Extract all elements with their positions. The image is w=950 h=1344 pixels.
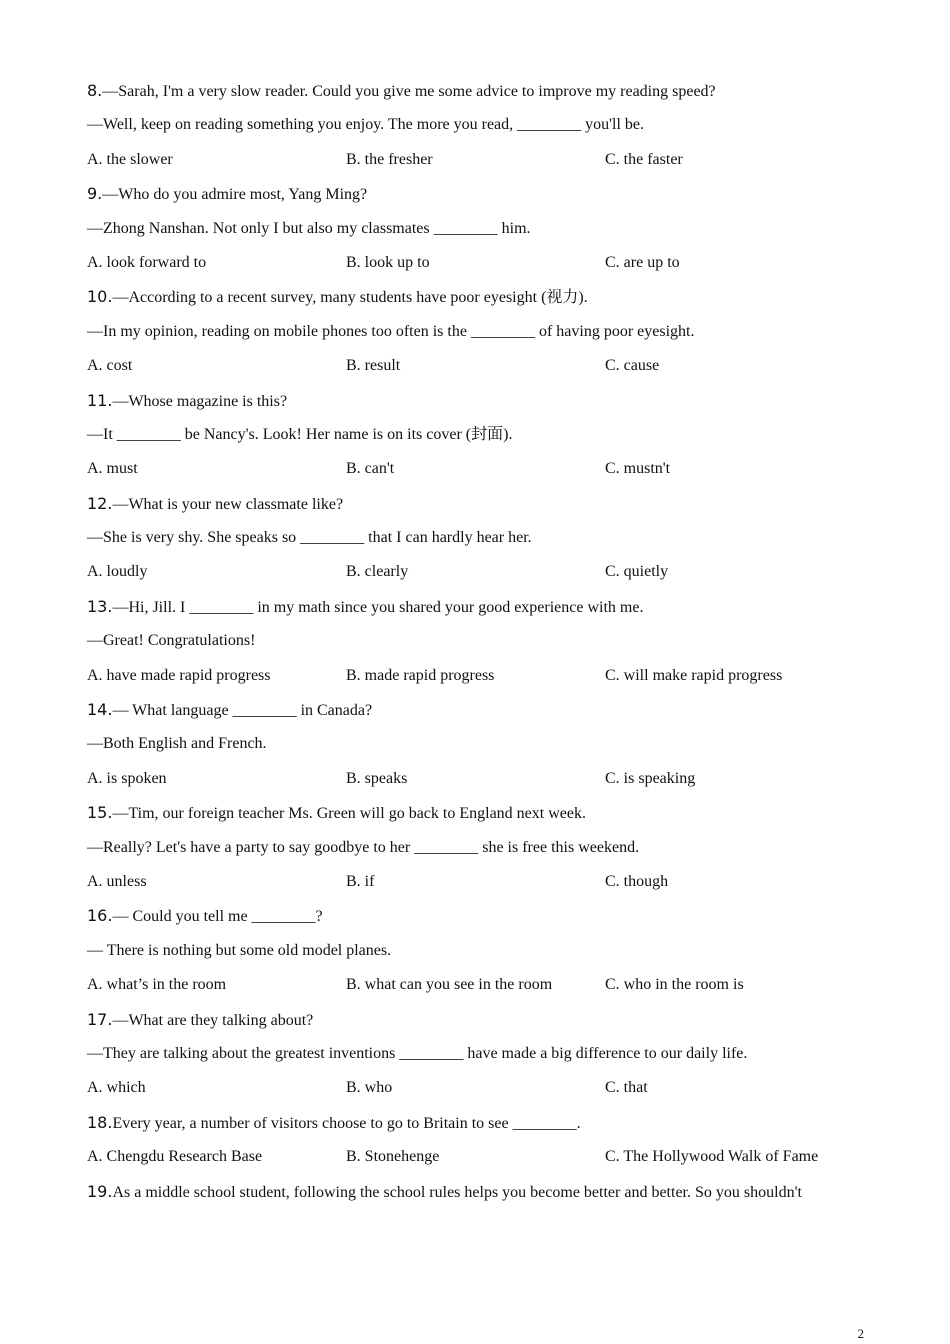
option-b: B. result	[346, 357, 401, 375]
option-a: A. is spoken	[87, 769, 167, 787]
question-stem	[87, 180, 887, 214]
option-c: C. cause	[605, 357, 660, 375]
option-c: C. The Hollywood Walk of Fame	[605, 1148, 819, 1166]
question-number: 12.	[87, 493, 113, 513]
options-row	[87, 662, 887, 696]
option-c: C. who in the room is	[605, 976, 744, 994]
option-b: B. made rapid progress	[346, 666, 495, 684]
question-stem	[87, 902, 887, 936]
option-a: A. Chengdu Research Base	[87, 1148, 263, 1166]
question-number: 8.	[87, 81, 103, 100]
question-stem	[87, 593, 887, 627]
question-number: 14.	[87, 700, 113, 720]
options-row	[87, 146, 887, 180]
question-text: —Both English and French.	[87, 735, 267, 753]
option-b: B. Stonehenge	[346, 1148, 440, 1166]
option-a: A. the slower	[87, 150, 173, 168]
question-text: —Really? Let's have a party to say goodbye to her ________ she is free this weekend.	[87, 838, 640, 856]
question-stem	[87, 1109, 887, 1143]
question-text: —Sarah, I'm a very slow reader. Could you give me some advice to improve my reading speed?	[102, 83, 716, 100]
option-c: C. that	[605, 1079, 648, 1097]
question-stem	[87, 283, 887, 317]
question-text: —In my opinion, reading on mobile phones too often is the ________ of having poor eyesight.	[87, 322, 695, 340]
option-a: A. cost	[87, 357, 133, 375]
question-text: — Could you tell me ________?	[112, 908, 323, 926]
option-b: B. who	[346, 1079, 393, 1097]
option-b: B. if	[346, 872, 375, 890]
options-row	[87, 1074, 887, 1108]
question-text: —Hi, Jill. I ________ in my math since you shared your good experience with me.	[112, 598, 644, 616]
question-text: —Whose magazine is this?	[112, 392, 288, 410]
question-text: —Great! Congratulations!	[87, 632, 256, 650]
option-b: B. speaks	[346, 769, 408, 787]
question-reply	[87, 730, 887, 764]
question-stem	[87, 490, 887, 524]
options-row	[87, 765, 887, 799]
question-text: —According to a recent survey, many students have poor eyesight (视力).	[112, 289, 588, 307]
options-row	[87, 558, 887, 592]
options-row	[87, 249, 887, 283]
question-number: 9.	[87, 184, 103, 204]
question-number: 15.	[87, 803, 113, 823]
option-a: A. look forward to	[87, 253, 207, 271]
question-number: 11.	[87, 390, 113, 410]
question-text: —Who do you admire most, Yang Ming?	[102, 186, 368, 204]
options-row	[87, 352, 887, 386]
question-number: 10.	[87, 287, 113, 307]
question-text: —Well, keep on reading something you enjoy. The more you read, ________ you'll be.	[87, 116, 645, 134]
options-row	[87, 1143, 887, 1177]
question-stem	[87, 799, 887, 833]
option-a: A. must	[87, 460, 138, 478]
option-a: A. unless	[87, 872, 147, 890]
question-number: 18.	[87, 1112, 113, 1132]
option-a: A. loudly	[87, 563, 148, 581]
page-number: 2	[857, 1326, 864, 1341]
question-reply	[87, 627, 887, 661]
question-text: —What is your new classmate like?	[112, 495, 344, 513]
question-text: —What are they talking about?	[112, 1011, 314, 1029]
option-b: B. look up to	[346, 253, 430, 271]
question-text: — What language ________ in Canada?	[112, 702, 373, 720]
question-stem	[87, 1006, 887, 1040]
option-b: B. can't	[346, 460, 395, 478]
question-text: —She is very shy. She speaks so ________ that I can hardly hear her.	[87, 529, 532, 547]
option-a: A. what’s in the room	[87, 976, 227, 994]
question-number: 16.	[87, 906, 113, 926]
option-c: C. are up to	[605, 253, 680, 271]
option-b: B. what can you see in the room	[346, 976, 553, 994]
question-reply	[87, 834, 887, 868]
option-c: C. is speaking	[605, 769, 696, 787]
option-c: C. though	[605, 872, 669, 890]
question-stem	[87, 1178, 887, 1212]
question-text: As a middle school student, following the school rules helps you become better and better. So you shouldn't	[112, 1183, 802, 1201]
question-number: 17.	[87, 1009, 113, 1029]
question-reply	[87, 318, 887, 352]
option-a: A. which	[87, 1079, 146, 1097]
option-c: C. the faster	[605, 150, 683, 168]
question-stem	[87, 77, 887, 111]
question-stem	[87, 387, 887, 421]
options-row	[87, 971, 887, 1005]
question-number: 19.	[87, 1181, 113, 1201]
question-text: Every year, a number of visitors choose to go to Britain to see ________.	[112, 1114, 581, 1132]
question-reply	[87, 111, 887, 145]
options-row	[87, 868, 887, 902]
option-b: B. clearly	[346, 563, 409, 581]
option-c: C. will make rapid progress	[605, 666, 783, 684]
question-reply	[87, 937, 887, 971]
option-c: C. quietly	[605, 563, 669, 581]
question-reply	[87, 1040, 887, 1074]
option-c: C. mustn't	[605, 460, 671, 478]
question-list	[87, 77, 887, 1212]
options-row	[87, 455, 887, 489]
option-b: B. the fresher	[346, 150, 433, 168]
question-number: 13.	[87, 596, 113, 616]
question-text: —Zhong Nanshan. Not only I but also my classmates ________ him.	[87, 219, 531, 237]
question-reply	[87, 421, 887, 455]
question-stem	[87, 696, 887, 730]
option-a: A. have made rapid progress	[87, 666, 271, 684]
question-text: —They are talking about the greatest inventions ________ have made a big difference to our daily life.	[87, 1044, 748, 1062]
question-text: — There is nothing but some old model planes.	[87, 941, 392, 959]
question-reply	[87, 524, 887, 558]
question-reply	[87, 215, 887, 249]
question-text: —Tim, our foreign teacher Ms. Green will go back to England next week.	[112, 805, 586, 823]
question-text: —It ________ be Nancy's. Look! Her name is on its cover (封面).	[87, 425, 513, 443]
